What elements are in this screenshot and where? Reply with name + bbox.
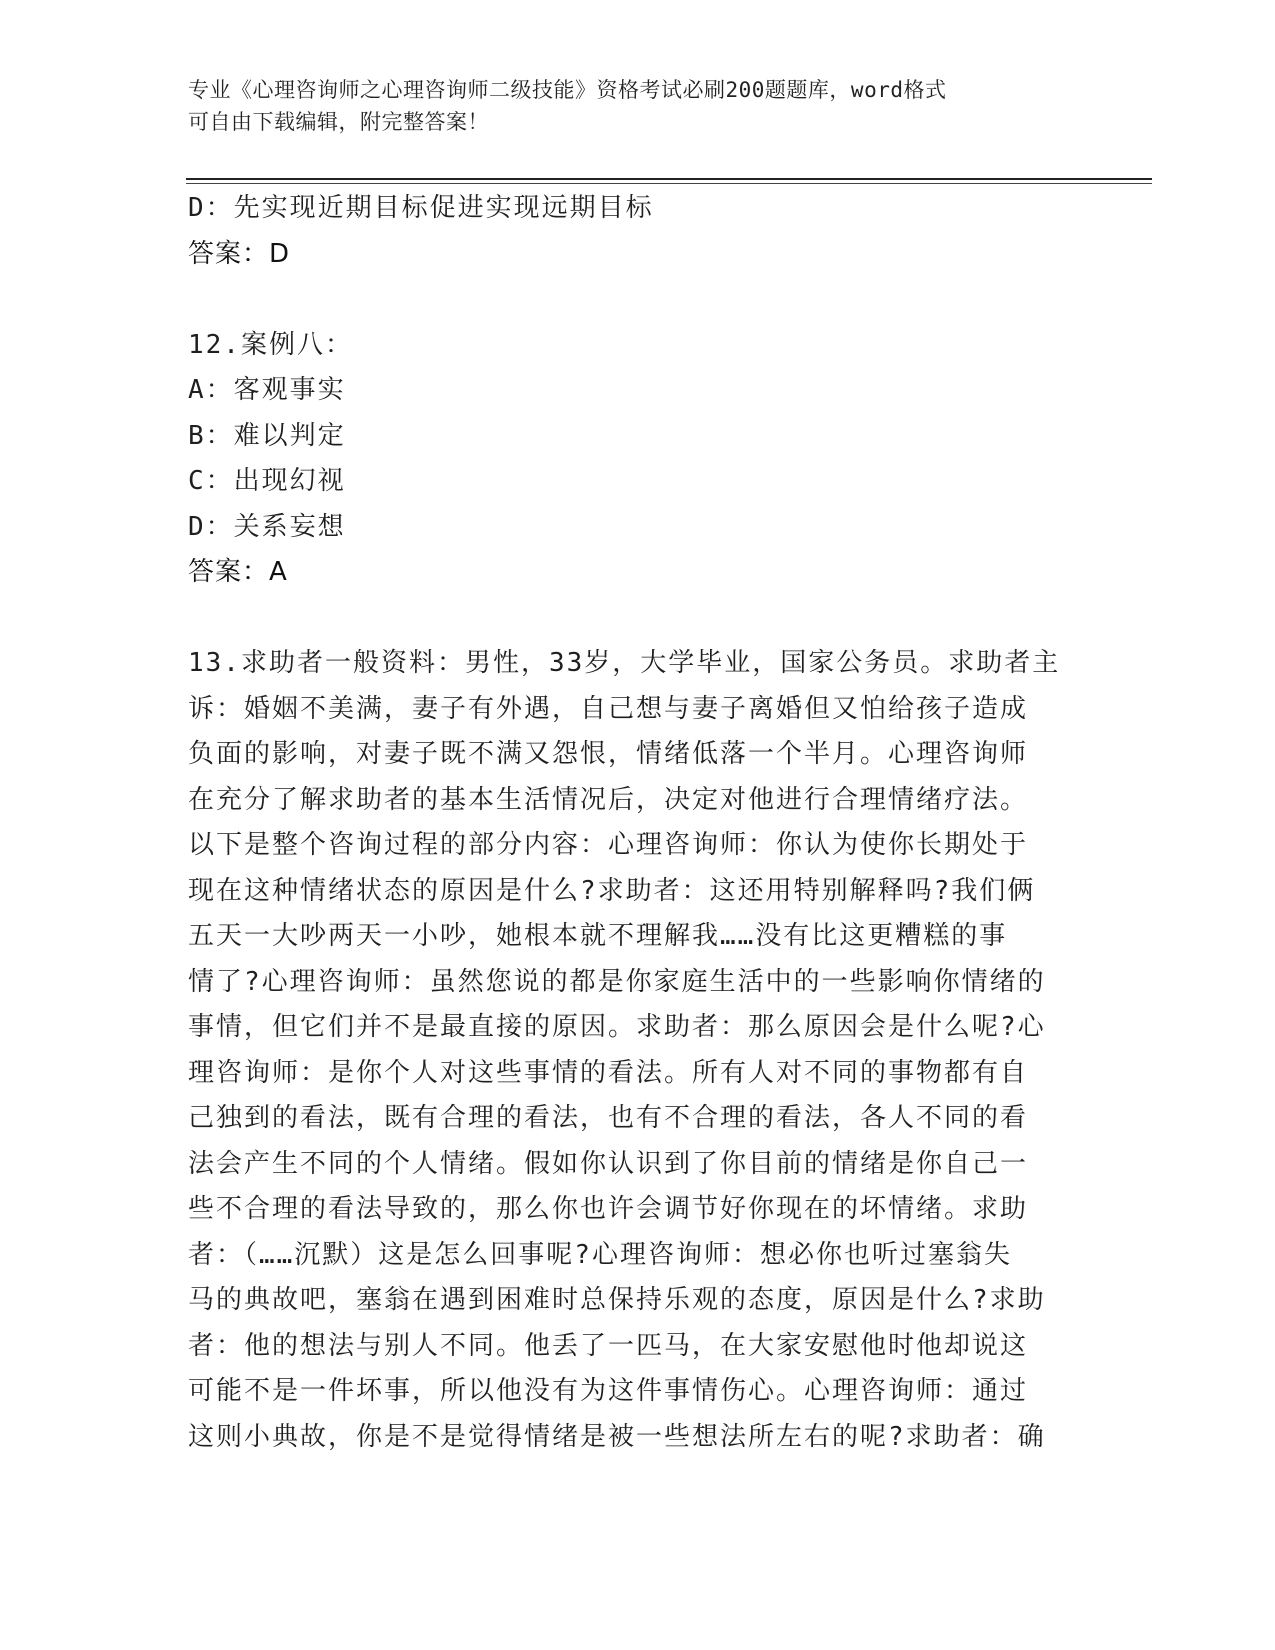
header-line-2: 可自由下载编辑，附完整答案！ xyxy=(188,110,489,134)
q13-line: 这则小典故，你是不是觉得情绪是被一些想法所左右的呢?求助者：确 xyxy=(188,1421,1046,1452)
prev-answer: 答案：D xyxy=(188,238,291,269)
q13-line: 现在这种情绪状态的原因是什么?求助者：这还用特别解释吗?我们俩 xyxy=(188,875,1036,906)
q13-line: 些不合理的看法导致的，那么你也许会调节好你现在的坏情绪。求助 xyxy=(188,1194,1029,1224)
q13-line: 己独到的看法，既有合理的看法，也有不合理的看法，各人不同的看 xyxy=(188,1103,1029,1133)
spacer xyxy=(188,596,1078,642)
header-line-1: 专业《心理咨询师之心理咨询师二级技能》资格考试必刷200题题库，word格式 xyxy=(188,78,947,102)
header-divider-thin xyxy=(186,183,1152,184)
q13-line: 事情，但它们并不是最直接的原因。求助者：那么原因会是什么呢?心 xyxy=(188,1012,1046,1042)
q12-answer: 答案：A xyxy=(188,557,288,587)
q13-line: 理咨询师：是你个人对这些事情的看法。所有人对不同的事物都有自 xyxy=(188,1057,1029,1088)
q13-line: 可能不是一件坏事，所以他没有为这件事情伤心。心理咨询师：通过 xyxy=(188,1376,1029,1406)
q12-option-c: C：出现幻视 xyxy=(188,466,346,496)
q13-line: 以下是整个咨询过程的部分内容：心理咨询师：你认为使你长期处于 xyxy=(188,830,1029,860)
spacer xyxy=(188,277,1078,323)
prev-option-d: D：先实现近期目标促进实现远期目标 xyxy=(188,193,654,223)
q13-line: 者：（……沉默）这是怎么回事呢?心理咨询师：想必你也听过塞翁失 xyxy=(188,1239,1012,1270)
q13-line: 诉：婚姻不美满，妻子有外遇，自己想与妻子离婚但又怕给孩子造成 xyxy=(188,693,1029,724)
q13-line: 情了?心理咨询师：虽然您说的都是你家庭生活中的一些影响你情绪的 xyxy=(188,966,1046,997)
q13-line: 者：他的想法与别人不同。他丢了一匹马，在大家安慰他时他却说这 xyxy=(188,1330,1029,1361)
q13-line: 13.求助者一般资料：男性，33岁，大学毕业，国家公务员。求助者主 xyxy=(188,648,1061,678)
document-body xyxy=(188,186,1078,1460)
q13-line: 在充分了解求助者的基本生活情况后，决定对他进行合理情绪疗法。 xyxy=(188,784,1029,815)
q12-option-d: D：关系妄想 xyxy=(188,511,346,542)
q12-option-a: A：客观事实 xyxy=(188,375,346,405)
q13-passage xyxy=(188,641,1078,1460)
page-header xyxy=(188,74,1068,138)
q13-line: 法会产生不同的个人情绪。假如你认识到了你目前的情绪是你自己一 xyxy=(188,1148,1029,1179)
q12-option-b: B：难以判定 xyxy=(188,420,346,451)
q12-stem: 12.案例八： xyxy=(188,329,353,360)
q13-line: 负面的影响，对妻子既不满又怨恨，情绪低落一个半月。心理咨询师 xyxy=(188,739,1029,769)
q13-line: 五天一大吵两天一小吵，她根本就不理解我……没有比这更糟糕的事 xyxy=(188,921,1008,951)
q13-line: 马的典故吧，塞翁在遇到困难时总保持乐观的态度，原因是什么?求助 xyxy=(188,1285,1046,1315)
header-divider-thick xyxy=(186,178,1152,180)
